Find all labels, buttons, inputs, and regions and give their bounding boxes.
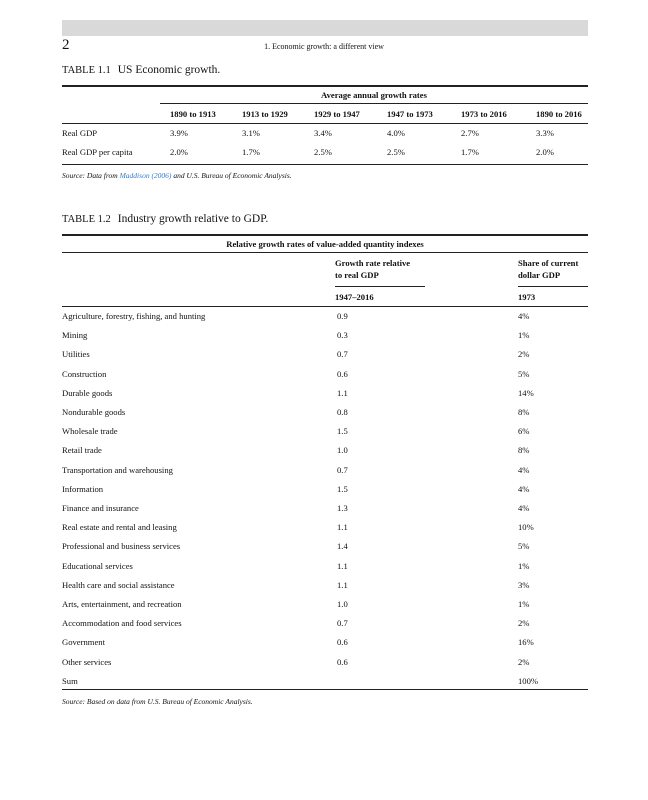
table2-row-label: Accommodation and food services: [62, 618, 182, 628]
table2-growth-cell: 1.1: [337, 522, 348, 532]
table1-header-rule: [62, 123, 588, 124]
table2-top-rule: [62, 234, 588, 236]
table2-share-cell: 4%: [518, 465, 530, 475]
table1-caption: [62, 64, 220, 76]
table2-growth-cell: 1.4: [337, 541, 348, 551]
table2-share-cell: 2%: [518, 657, 530, 667]
table1-cell: 3.1%: [242, 128, 260, 138]
table2-group-rule: [62, 252, 588, 253]
table2-row-label: Construction: [62, 369, 107, 379]
table1-cell: 2.7%: [461, 128, 479, 138]
table2-col2-header-line1: Share of current: [518, 258, 579, 268]
table2-label: TABLE 1.2: [62, 214, 111, 225]
table2-row-label: Retail trade: [62, 445, 102, 455]
table1-column-header: 1890 to 2016: [536, 109, 582, 119]
table2-row-label: Health care and social assistance: [62, 580, 175, 590]
table1-cell: 2.5%: [387, 147, 405, 157]
table1-row-label: Real GDP per capita: [62, 147, 133, 157]
table2-growth-cell: 1.1: [337, 561, 348, 571]
table2-share-cell: 16%: [518, 637, 534, 647]
table2-row-label: Mining: [62, 330, 88, 340]
table2-growth-cell: 0.7: [337, 618, 348, 628]
table2-share-cell: 4%: [518, 311, 530, 321]
table2-col2-header-line2: dollar GDP: [518, 270, 561, 280]
table2-growth-cell: 0.7: [337, 465, 348, 475]
header-bar: [62, 20, 588, 36]
table2-title: Industry growth relative to GDP.: [117, 213, 269, 225]
table1-column-header: 1890 to 1913: [170, 109, 216, 119]
table1-row-label: Real GDP: [62, 128, 98, 138]
table1-cell: 3.3%: [536, 128, 554, 138]
table2-col1-header-line1: Growth rate relative: [335, 258, 411, 268]
table1-cell: 1.7%: [242, 147, 260, 157]
table2-growth-cell: 1.5: [337, 484, 348, 494]
table1-cell: 2.0%: [536, 147, 554, 157]
table2-row-label: Government: [62, 637, 105, 647]
table2-share-cell: 2%: [518, 349, 530, 359]
table1-cell: 1.7%: [461, 147, 479, 157]
table2-source: Source: Based on data from U.S. Bureau of Economic Analysis.: [62, 697, 253, 706]
table2-row-label: Other services: [62, 657, 112, 667]
table2-group-header: Relative growth rates of value-added quantity indexes: [226, 239, 424, 249]
table2-share-cell: 14%: [518, 388, 534, 398]
table2-row-label: Agriculture, forestry, fishing, and hunting: [62, 311, 206, 321]
table2-share-cell: 1%: [518, 561, 530, 571]
table2-col2-sub: 1973: [518, 292, 536, 302]
table2-share-cell: 100%: [518, 676, 539, 686]
table1-source-link[interactable]: Maddison (2006): [119, 171, 172, 180]
table2-growth-cell: 1.1: [337, 580, 348, 590]
table1-title: US Economic growth.: [117, 64, 221, 76]
table2-bottom-rule: [62, 689, 588, 690]
table2-row-label: Professional and business services: [62, 541, 181, 551]
table2-col1-sub: 1947–2016: [335, 292, 374, 302]
table2-col1-header-rule: [335, 286, 425, 287]
table2-caption: [62, 213, 268, 225]
table2-growth-cell: 0.3: [337, 330, 348, 340]
table1-cell: 2.0%: [170, 147, 188, 157]
table1-column-header: 1929 to 1947: [314, 109, 360, 119]
table2-share-cell: 4%: [518, 503, 530, 513]
table2-share-cell: 5%: [518, 369, 530, 379]
table2-col2-header-rule: [518, 286, 588, 287]
table2-share-cell: 6%: [518, 426, 530, 436]
table2-row-label: Wholesale trade: [62, 426, 118, 436]
table2-growth-cell: 0.6: [337, 657, 348, 667]
table2-growth-cell: 0.9: [337, 311, 348, 321]
table2-col1-header-line2: to real GDP: [335, 270, 379, 280]
table2-growth-cell: 1.5: [337, 426, 348, 436]
table2-growth-cell: 0.6: [337, 369, 348, 379]
table2-share-cell: 1%: [518, 599, 530, 609]
table2-row-label: Finance and insurance: [62, 503, 139, 513]
table1-bottom-rule: [62, 164, 588, 165]
table2-row-label: Arts, entertainment, and recreation: [62, 599, 182, 609]
table1-source: [62, 171, 292, 180]
table2-row-label: Educational services: [62, 561, 133, 571]
table1-label: TABLE 1.1: [62, 65, 111, 76]
table2-header-rule: [62, 306, 588, 307]
running-title: 1. Economic growth: a different view: [264, 42, 384, 51]
table2-share-cell: 5%: [518, 541, 530, 551]
table1-cell: 4.0%: [387, 128, 405, 138]
table1-source-suffix: and U.S. Bureau of Economic Analysis.: [171, 171, 292, 180]
table2-growth-cell: 1.3: [337, 503, 348, 513]
table2-growth-cell: 0.6: [337, 637, 348, 647]
page-number: 2: [62, 37, 70, 53]
table2-growth-cell: 0.8: [337, 407, 348, 417]
table2-share-cell: 2%: [518, 618, 530, 628]
table1-group-rule: [160, 103, 588, 104]
table2-share-cell: 4%: [518, 484, 530, 494]
table1-column-header: 1947 to 1973: [387, 109, 433, 119]
table2-growth-cell: 0.7: [337, 349, 348, 359]
table2-row-label: Durable goods: [62, 388, 113, 398]
table1-source-prefix: Source: Data from: [62, 171, 120, 180]
table1-cell: 3.4%: [314, 128, 332, 138]
table2-row-label: Sum: [62, 676, 78, 686]
table2-row-label: Nondurable goods: [62, 407, 126, 417]
table1-cell: 2.5%: [314, 147, 332, 157]
table2-row-label: Transportation and warehousing: [62, 465, 173, 475]
table2-growth-cell: 1.0: [337, 445, 348, 455]
table2-share-cell: 1%: [518, 330, 530, 340]
table2-share-cell: 10%: [518, 522, 534, 532]
table2-share-cell: 8%: [518, 407, 530, 417]
table1-column-header: 1913 to 1929: [242, 109, 288, 119]
table2-row-label: Real estate and rental and leasing: [62, 522, 177, 532]
table2-share-cell: 8%: [518, 445, 530, 455]
table2-row-label: Information: [62, 484, 104, 494]
table1-group-header: Average annual growth rates: [321, 90, 427, 100]
table1-cell: 3.9%: [170, 128, 188, 138]
table1-column-header: 1973 to 2016: [461, 109, 507, 119]
table2-share-cell: 3%: [518, 580, 530, 590]
table2-growth-cell: 1.0: [337, 599, 348, 609]
table1-top-rule: [62, 85, 588, 87]
table2-growth-cell: 1.1: [337, 388, 348, 398]
table2-row-label: Utilities: [62, 349, 90, 359]
